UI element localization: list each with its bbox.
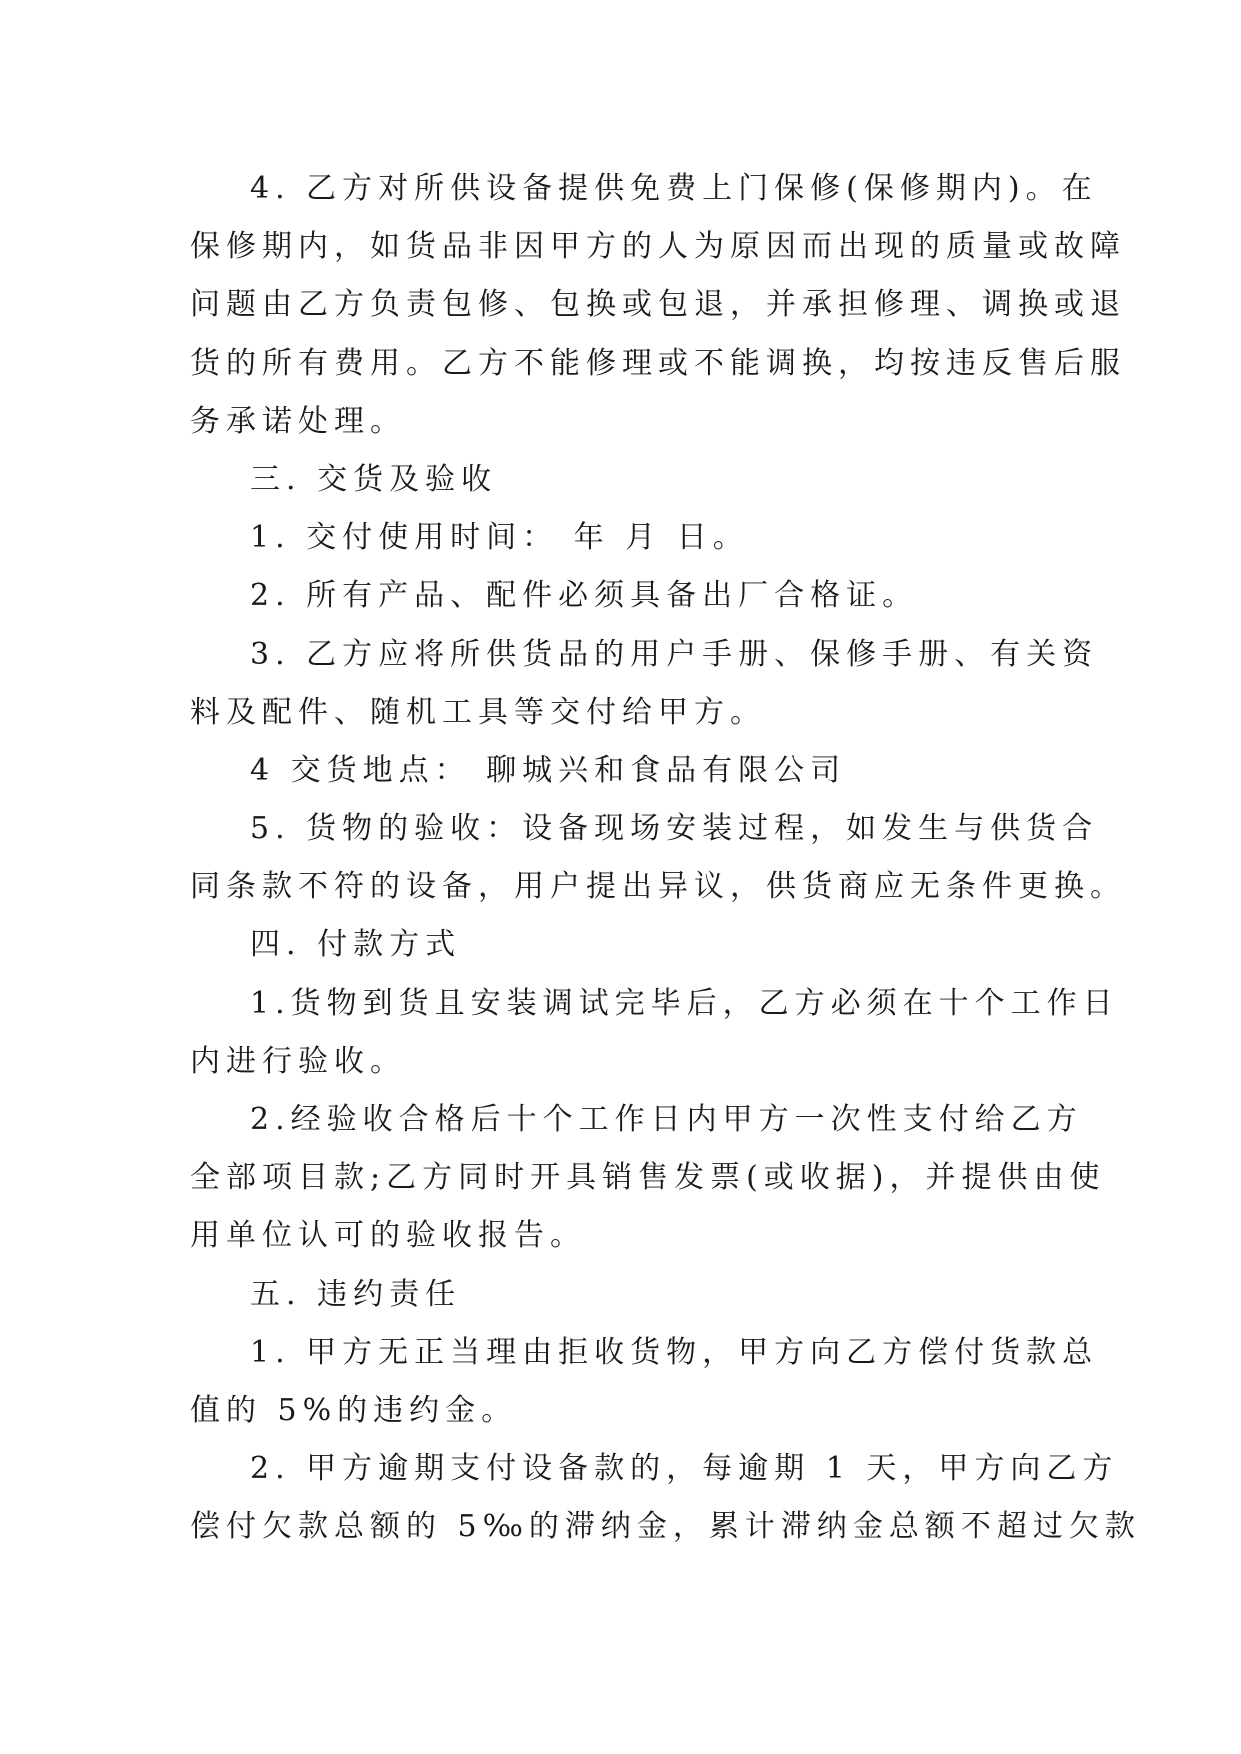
paragraph-line: 4 交货地点： 聊城兴和食品有限公司 — [250, 752, 847, 788]
paragraph-line: 4. 乙方对所供设备提供免费上门保修(保修期内)。在 — [250, 171, 1098, 206]
section-heading: 五. 违约责任 — [250, 1276, 462, 1312]
paragraph-line: 保修期内，如货品非因甲方的人为原因而出现的质量或故障 — [190, 229, 1126, 265]
section-heading: 三. 交货及验收 — [250, 461, 498, 497]
section-heading: 四. 付款方式 — [250, 927, 462, 963]
paragraph-line: 货的所有费用。乙方不能修理或不能调换，均按违反售后服 — [190, 345, 1126, 381]
paragraph-line: 1. 甲方无正当理由拒收货物，甲方向乙方偿付货款总 — [250, 1334, 1099, 1370]
paragraph-line: 2.经验收合格后十个工作日内甲方一次性支付给乙方 — [250, 1102, 1083, 1137]
paragraph-line: 1. 交付使用时间： 年 月 日。 — [250, 520, 749, 556]
paragraph-line: 料及配件、随机工具等交付给甲方。 — [190, 694, 766, 730]
paragraph-line: 5. 货物的验收：设备现场安装过程，如发生与供货合 — [250, 811, 1099, 847]
paragraph-line: 2. 甲方逾期支付设备款的，每逾期 1 天，甲方向乙方 — [250, 1451, 1119, 1487]
paragraph-line: 问题由乙方负责包修、包换或包退，并承担修理、调换或退 — [190, 287, 1126, 323]
paragraph-line: 偿付欠款总额的 5‰的滞纳金，累计滞纳金总额不超过欠款 — [190, 1509, 1141, 1545]
paragraph-line: 同条款不符的设备，用户提出异议，供货商应无条件更换。 — [190, 869, 1126, 905]
document-body — [190, 160, 1141, 1557]
paragraph-line: 值的 5%的违约金。 — [190, 1392, 518, 1428]
paragraph-line: 内进行验收。 — [190, 1043, 406, 1079]
paragraph-line: 2. 所有产品、配件必须具备出厂合格证。 — [250, 578, 919, 614]
paragraph-line: 全部项目款;乙方同时开具销售发票(或收据)，并提供由使 — [190, 1160, 1106, 1196]
paragraph-line: 3. 乙方应将所供货品的用户手册、保修手册、有关资 — [250, 636, 1099, 672]
paragraph-line: 1.货物到货且安装调试完毕后，乙方必须在十个工作日 — [250, 985, 1119, 1021]
paragraph-line: 务承诺处理。 — [190, 403, 406, 439]
paragraph-line: 用单位认可的验收报告。 — [190, 1218, 586, 1254]
